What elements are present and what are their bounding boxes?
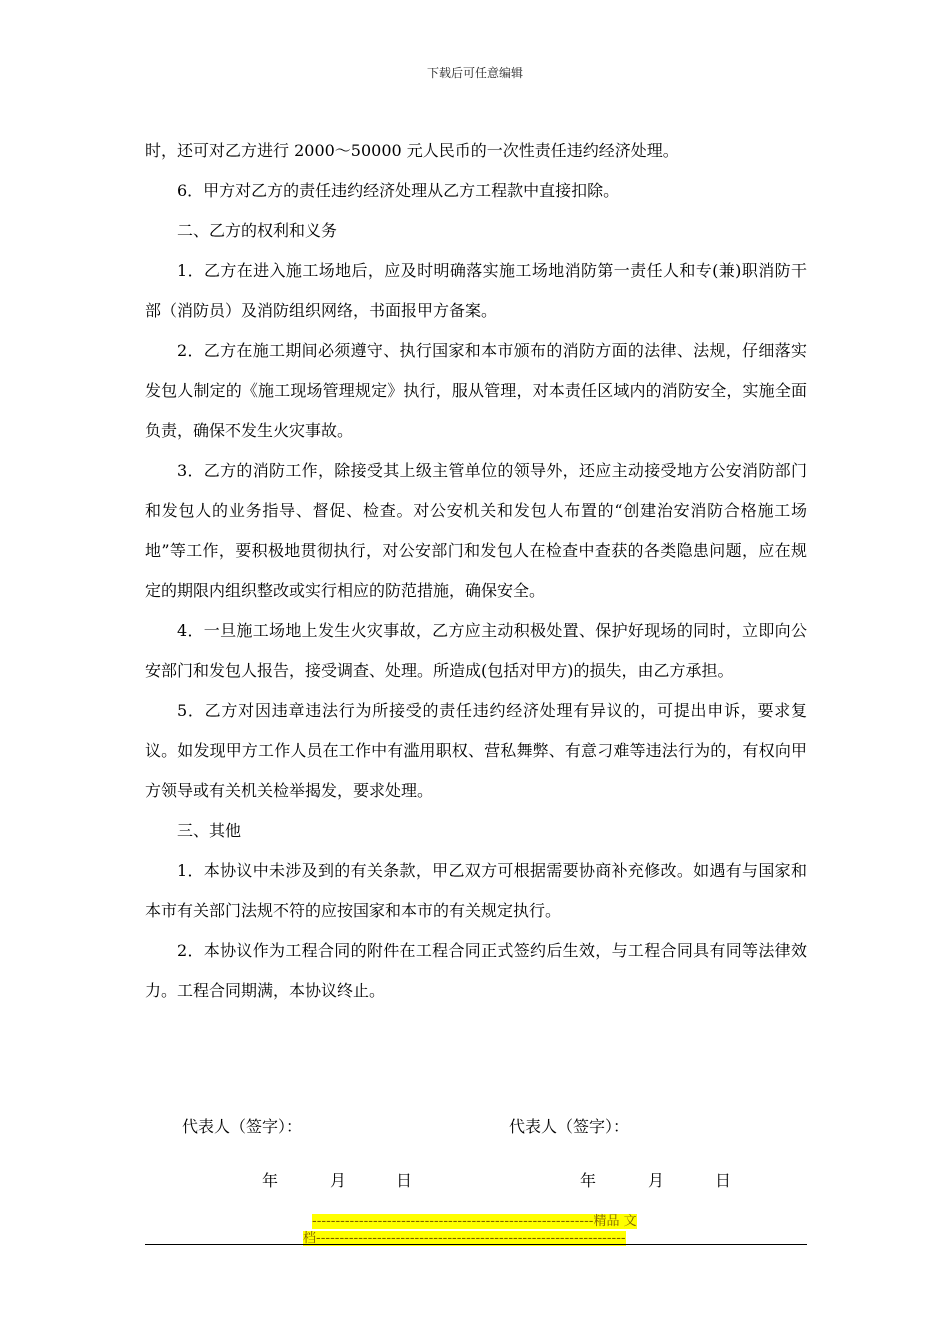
document-body xyxy=(145,131,807,1011)
paragraph: 2．乙方在施工期间必须遵守、执行国家和本市颁布的消防方面的法律、法规，仔细落实发包人制定的《施工现场管理规定》执行，服从管理，对本责任区域内的消防安全，实施全面负责，确保不发生火灾事故。 xyxy=(145,341,807,440)
right-month-label: 月 xyxy=(648,1171,665,1190)
footer-rule xyxy=(145,1244,807,1245)
left-month-label: 月 xyxy=(330,1171,347,1190)
paragraph: 2．本协议作为工程合同的附件在工程合同正式签约后生效，与工程合同具有同等法律效力。工程合同期满，本协议终止。 xyxy=(145,941,807,1000)
paragraph: 3．乙方的消防工作，除接受其上级主管单位的领导外，还应主动接受地方公安消防部门和发包人的业务指导、督促、检查。对公安机关和发包人布置的“创建治安消防合格施工场地”等工作，要积极地贯彻执行，对公安部门和发包人在检查中查获的各类隐患问题，应在规定的期限内组织整改或实行相应的防范措施，确保安全。 xyxy=(145,461,807,600)
right-day-label: 日 xyxy=(715,1171,732,1190)
paragraph: 4．一旦施工场地上发生火灾事故，乙方应主动积极处置、保护好现场的同时，立即向公安部门和发包人报告，接受调查、处理。所造成(包括对甲方)的损失，由乙方承担。 xyxy=(145,621,807,680)
paragraph: 1．本协议中未涉及到的有关条款，甲乙双方可根据需要协商补充修改。如遇有与国家和本市有关部门法规不符的应按国家和本市的有关规定执行。 xyxy=(145,861,807,920)
right-year-label: 年 xyxy=(580,1171,597,1190)
paragraph: 时，还可对乙方进行 2000～50000 元人民币的一次性责任违约经济处理。 xyxy=(145,141,679,160)
left-day-label: 日 xyxy=(396,1171,413,1190)
page-header: 下载后可任意编辑 xyxy=(426,66,523,80)
paragraph: 5．乙方对因违章违法行为所接受的责任违约经济处理有异议的，可提出申诉，要求复议。如发现甲方工作人员在工作中有滥用职权、营私舞弊、有意刁难等违法行为的，有权向甲方领导或有关机关检举揭发，要求处理。 xyxy=(145,701,807,800)
footer-watermark-line2: 档------------------------------------------------------------------ xyxy=(303,1231,626,1246)
left-year-label: 年 xyxy=(262,1171,279,1190)
section-heading: 二、乙方的权利和义务 xyxy=(177,221,338,240)
paragraph: 6．甲方对乙方的责任违约经济处理从乙方工程款中直接扣除。 xyxy=(177,181,620,200)
right-signature-label: 代表人（签字）： xyxy=(509,1117,630,1136)
paragraph: 1．乙方在进入施工场地后，应及时明确落实施工场地消防第一责任人和专(兼)职消防干部（消防员）及消防组织网络，书面报甲方备案。 xyxy=(145,261,807,320)
section-heading: 三、其他 xyxy=(177,821,242,840)
footer-watermark-line1: ------------------------------------------------------------精品 文 xyxy=(312,1214,637,1229)
left-signature-label: 代表人（签字）： xyxy=(182,1117,303,1136)
